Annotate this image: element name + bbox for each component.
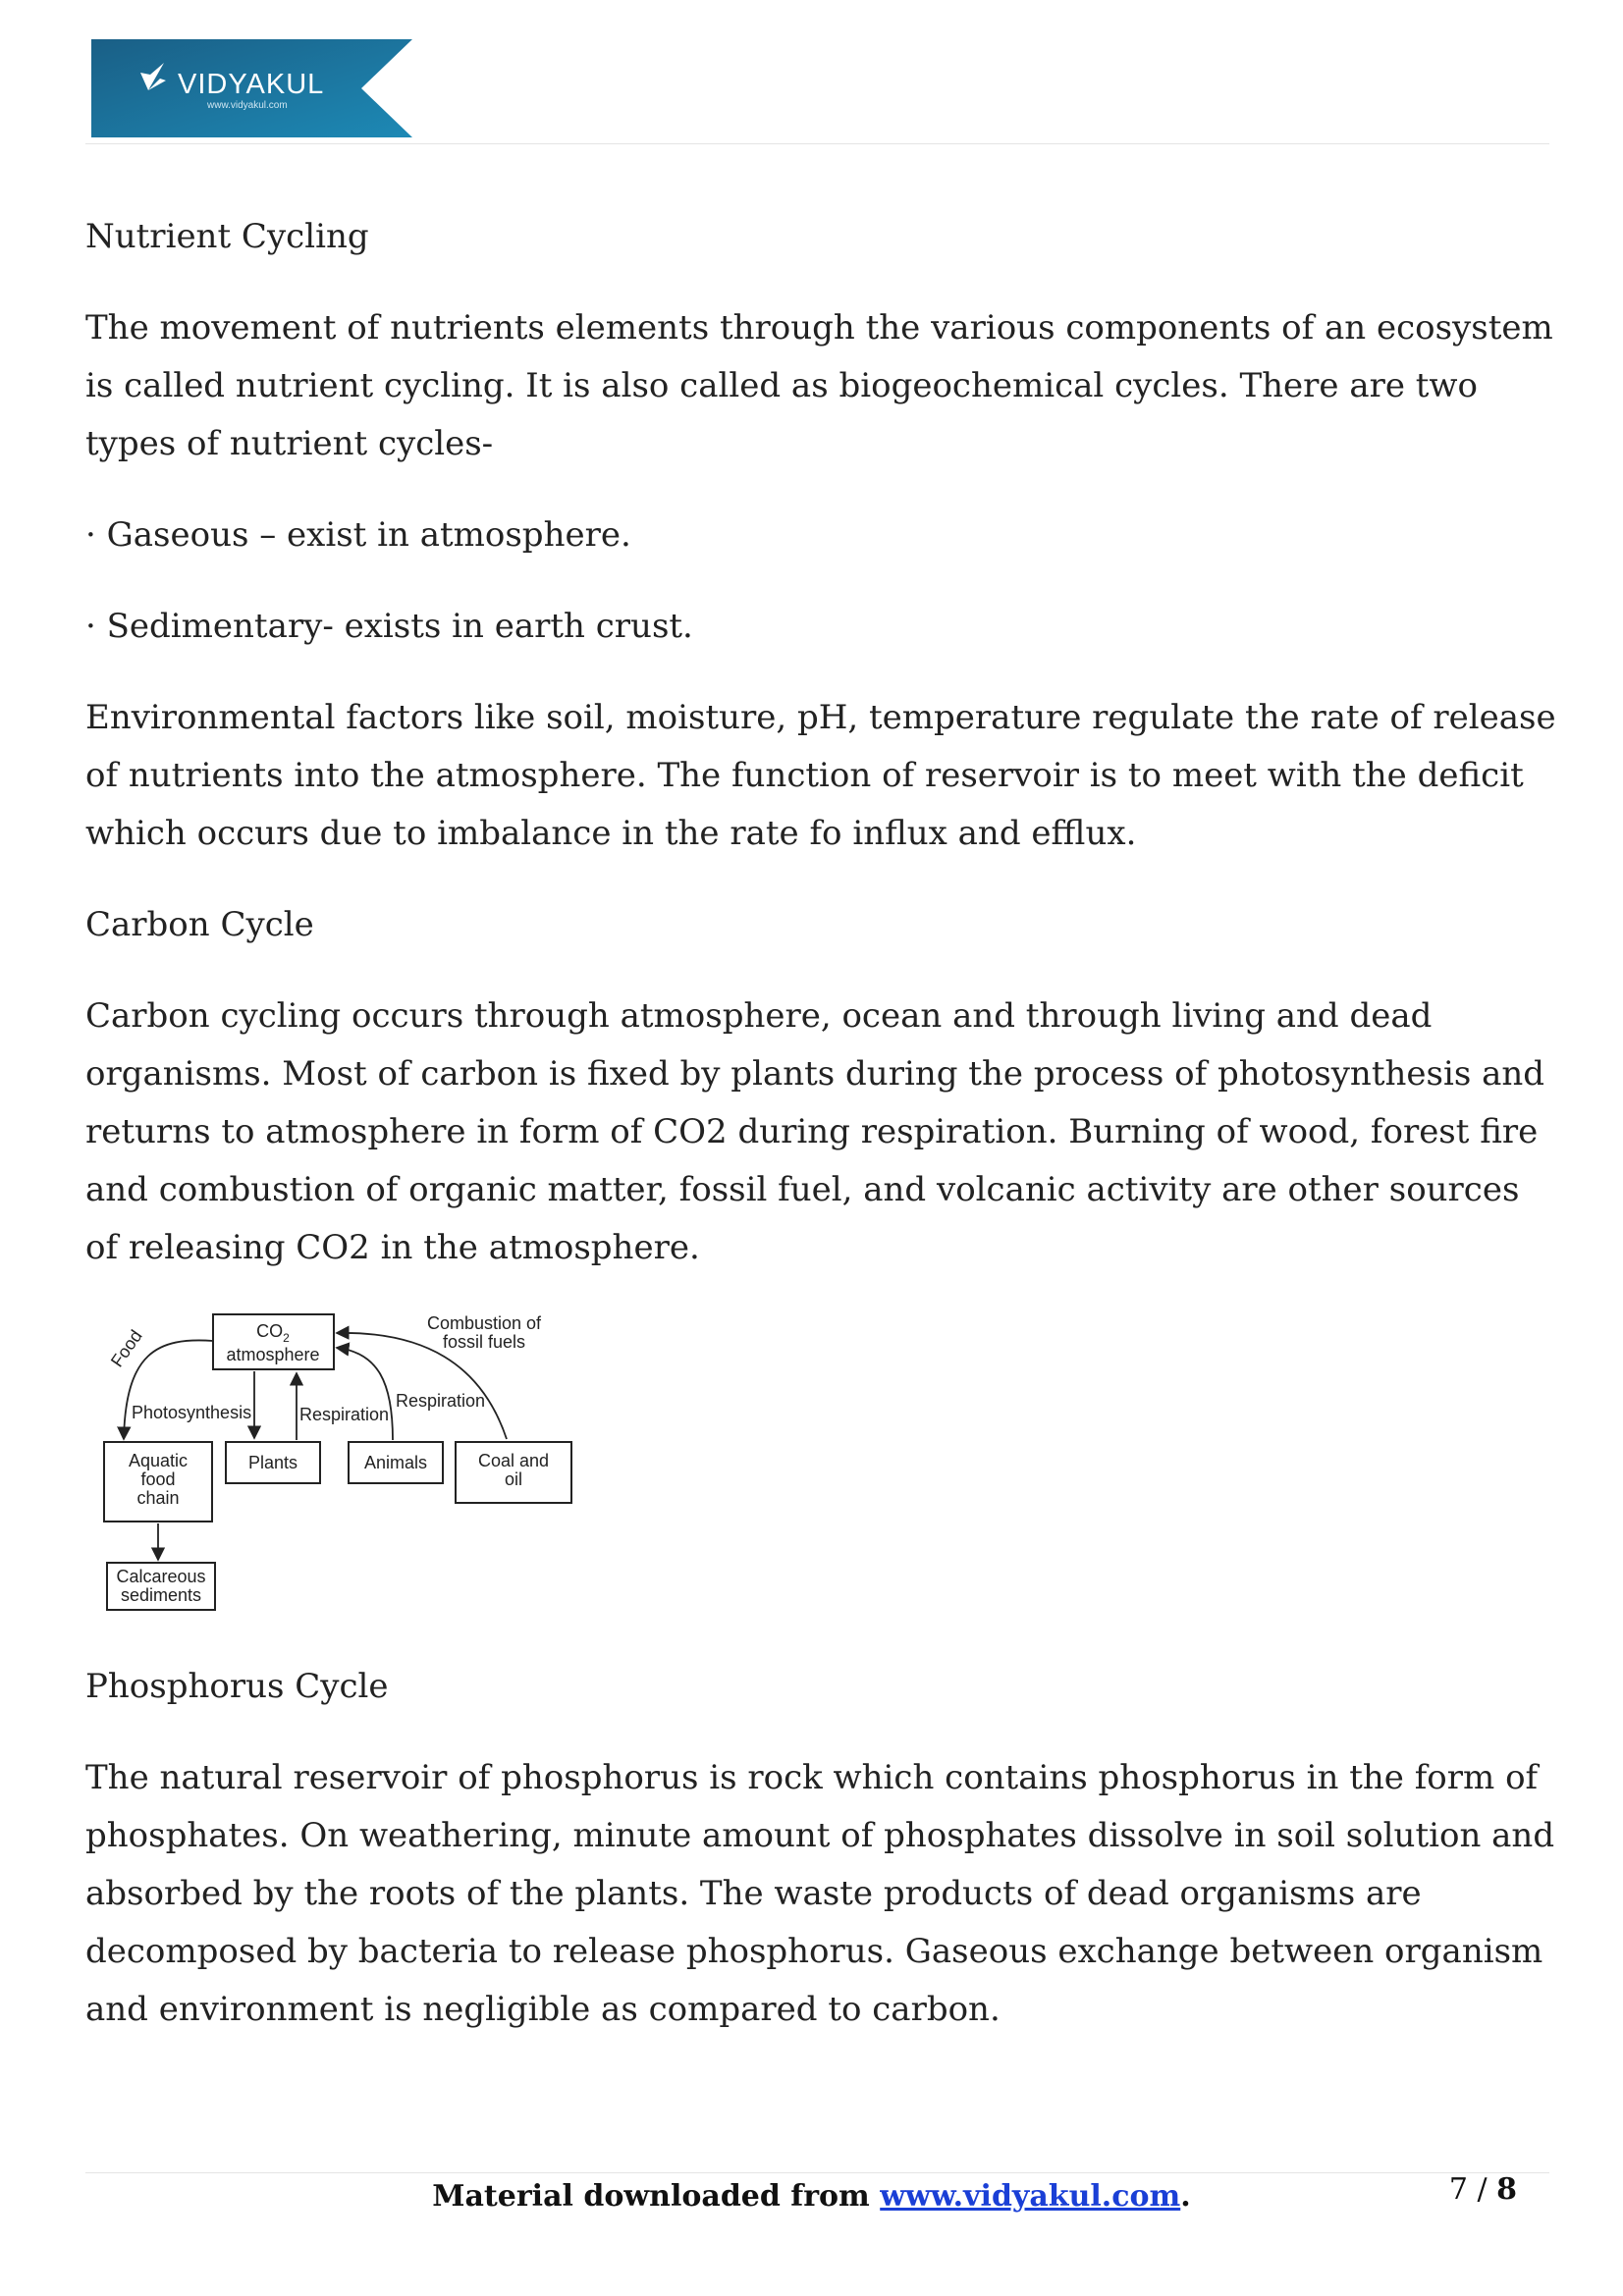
food-arrow xyxy=(124,1340,213,1439)
footer-suffix: . xyxy=(1180,2179,1191,2214)
carbon-cycle-diagram xyxy=(98,1304,589,1628)
atmosphere-label: atmosphere xyxy=(226,1345,320,1364)
heading-nutrient-cycling: Nutrient Cycling xyxy=(85,217,369,256)
header-divider xyxy=(85,143,1549,144)
calc-label-1: Calcareous xyxy=(116,1567,206,1586)
main-content xyxy=(85,208,1558,1310)
paragraph-carbon-cycle: Carbon cycling occurs through atmosphere, ocean and through living and dead organisms. Most of carbon is fixed by plants during the process of photosynthesis and returns to atmosphere in form of CO2 during respiration. Burning of wood, forest fire and combustion of organic matter, fossil fuel, and volcanic activity are other sources of releasing CO2 in the atmosphere. xyxy=(85,996,1545,1267)
respiration-label-1: Respiration xyxy=(299,1405,390,1424)
page-separator: / xyxy=(1467,2172,1497,2207)
paragraph-phosphorus-cycle: The natural reservoir of phosphorus is rock which contains phosphorus in the form of phosphates. On weathering, minute amount of phosphates dissolve in soil solution and absorbed by the roots of the plants. The waste products of dead organisms are decomposed by bacteria to release phosphorus. Gaseous exchange between organism and environment is negligible as compared to carbon. xyxy=(85,1758,1555,2029)
heading-carbon-cycle: Carbon Cycle xyxy=(85,905,314,944)
bullet-gaseous: · Gaseous – exist in atmosphere. xyxy=(85,515,631,555)
phosphorus-section xyxy=(85,1658,1558,2072)
food-label: Food xyxy=(106,1326,146,1371)
logo-banner xyxy=(91,39,412,137)
page-current: 7 xyxy=(1448,2172,1468,2207)
logo-text: VIDYAKUL xyxy=(178,69,325,100)
respiration-animals-arrow xyxy=(337,1348,393,1440)
aquatic-label-1: Aquatic xyxy=(128,1451,189,1470)
paragraph-environmental-factors: Environmental factors like soil, moisture, pH, temperature regulate the rate of release of nutrients into the atmosphere. The function of reservoir is to meet with the deficit which occurs due to imbalance in the rate fo influx and efflux. xyxy=(85,698,1556,853)
footer-prefix: Material downloaded from xyxy=(432,2179,881,2214)
logo-url: www.vidyakul.com xyxy=(207,100,288,111)
photosynthesis-label: Photosynthesis xyxy=(132,1403,252,1422)
paragraph-nutrient-cycling: The movement of nutrients elements through the various components of an ecosystem is called nutrient cycling. It is also called as biogeochemical cycles. There are two types of nutrient cycles- xyxy=(85,308,1553,463)
footer-text xyxy=(0,2179,1623,2214)
combustion-label-1: Combustion of xyxy=(426,1313,542,1333)
aquatic-label-2: food xyxy=(140,1469,176,1489)
animals-label: Animals xyxy=(363,1453,428,1472)
co2-label: $CO_2$ xyxy=(256,1321,290,1345)
coal-label-2: oil xyxy=(504,1469,523,1489)
combustion-label-2: fossil fuels xyxy=(442,1332,526,1352)
respiration-label-2: Respiration xyxy=(396,1391,486,1411)
page-number xyxy=(1449,2172,1517,2207)
heading-phosphorus-cycle: Phosphorus Cycle xyxy=(85,1667,389,1706)
coal-label-1: Coal and xyxy=(477,1451,550,1470)
calc-label-2: sediments xyxy=(120,1585,202,1605)
footer-divider xyxy=(85,2172,1549,2173)
plants-label: Plants xyxy=(247,1453,298,1472)
bullet-sedimentary: · Sedimentary- exists in earth crust. xyxy=(85,607,693,646)
aquatic-label-3: chain xyxy=(136,1488,180,1508)
vidyakul-logo[interactable] xyxy=(91,39,412,137)
page-total: 8 xyxy=(1496,2172,1517,2207)
footer-link[interactable]: www.vidyakul.com xyxy=(880,2179,1181,2214)
